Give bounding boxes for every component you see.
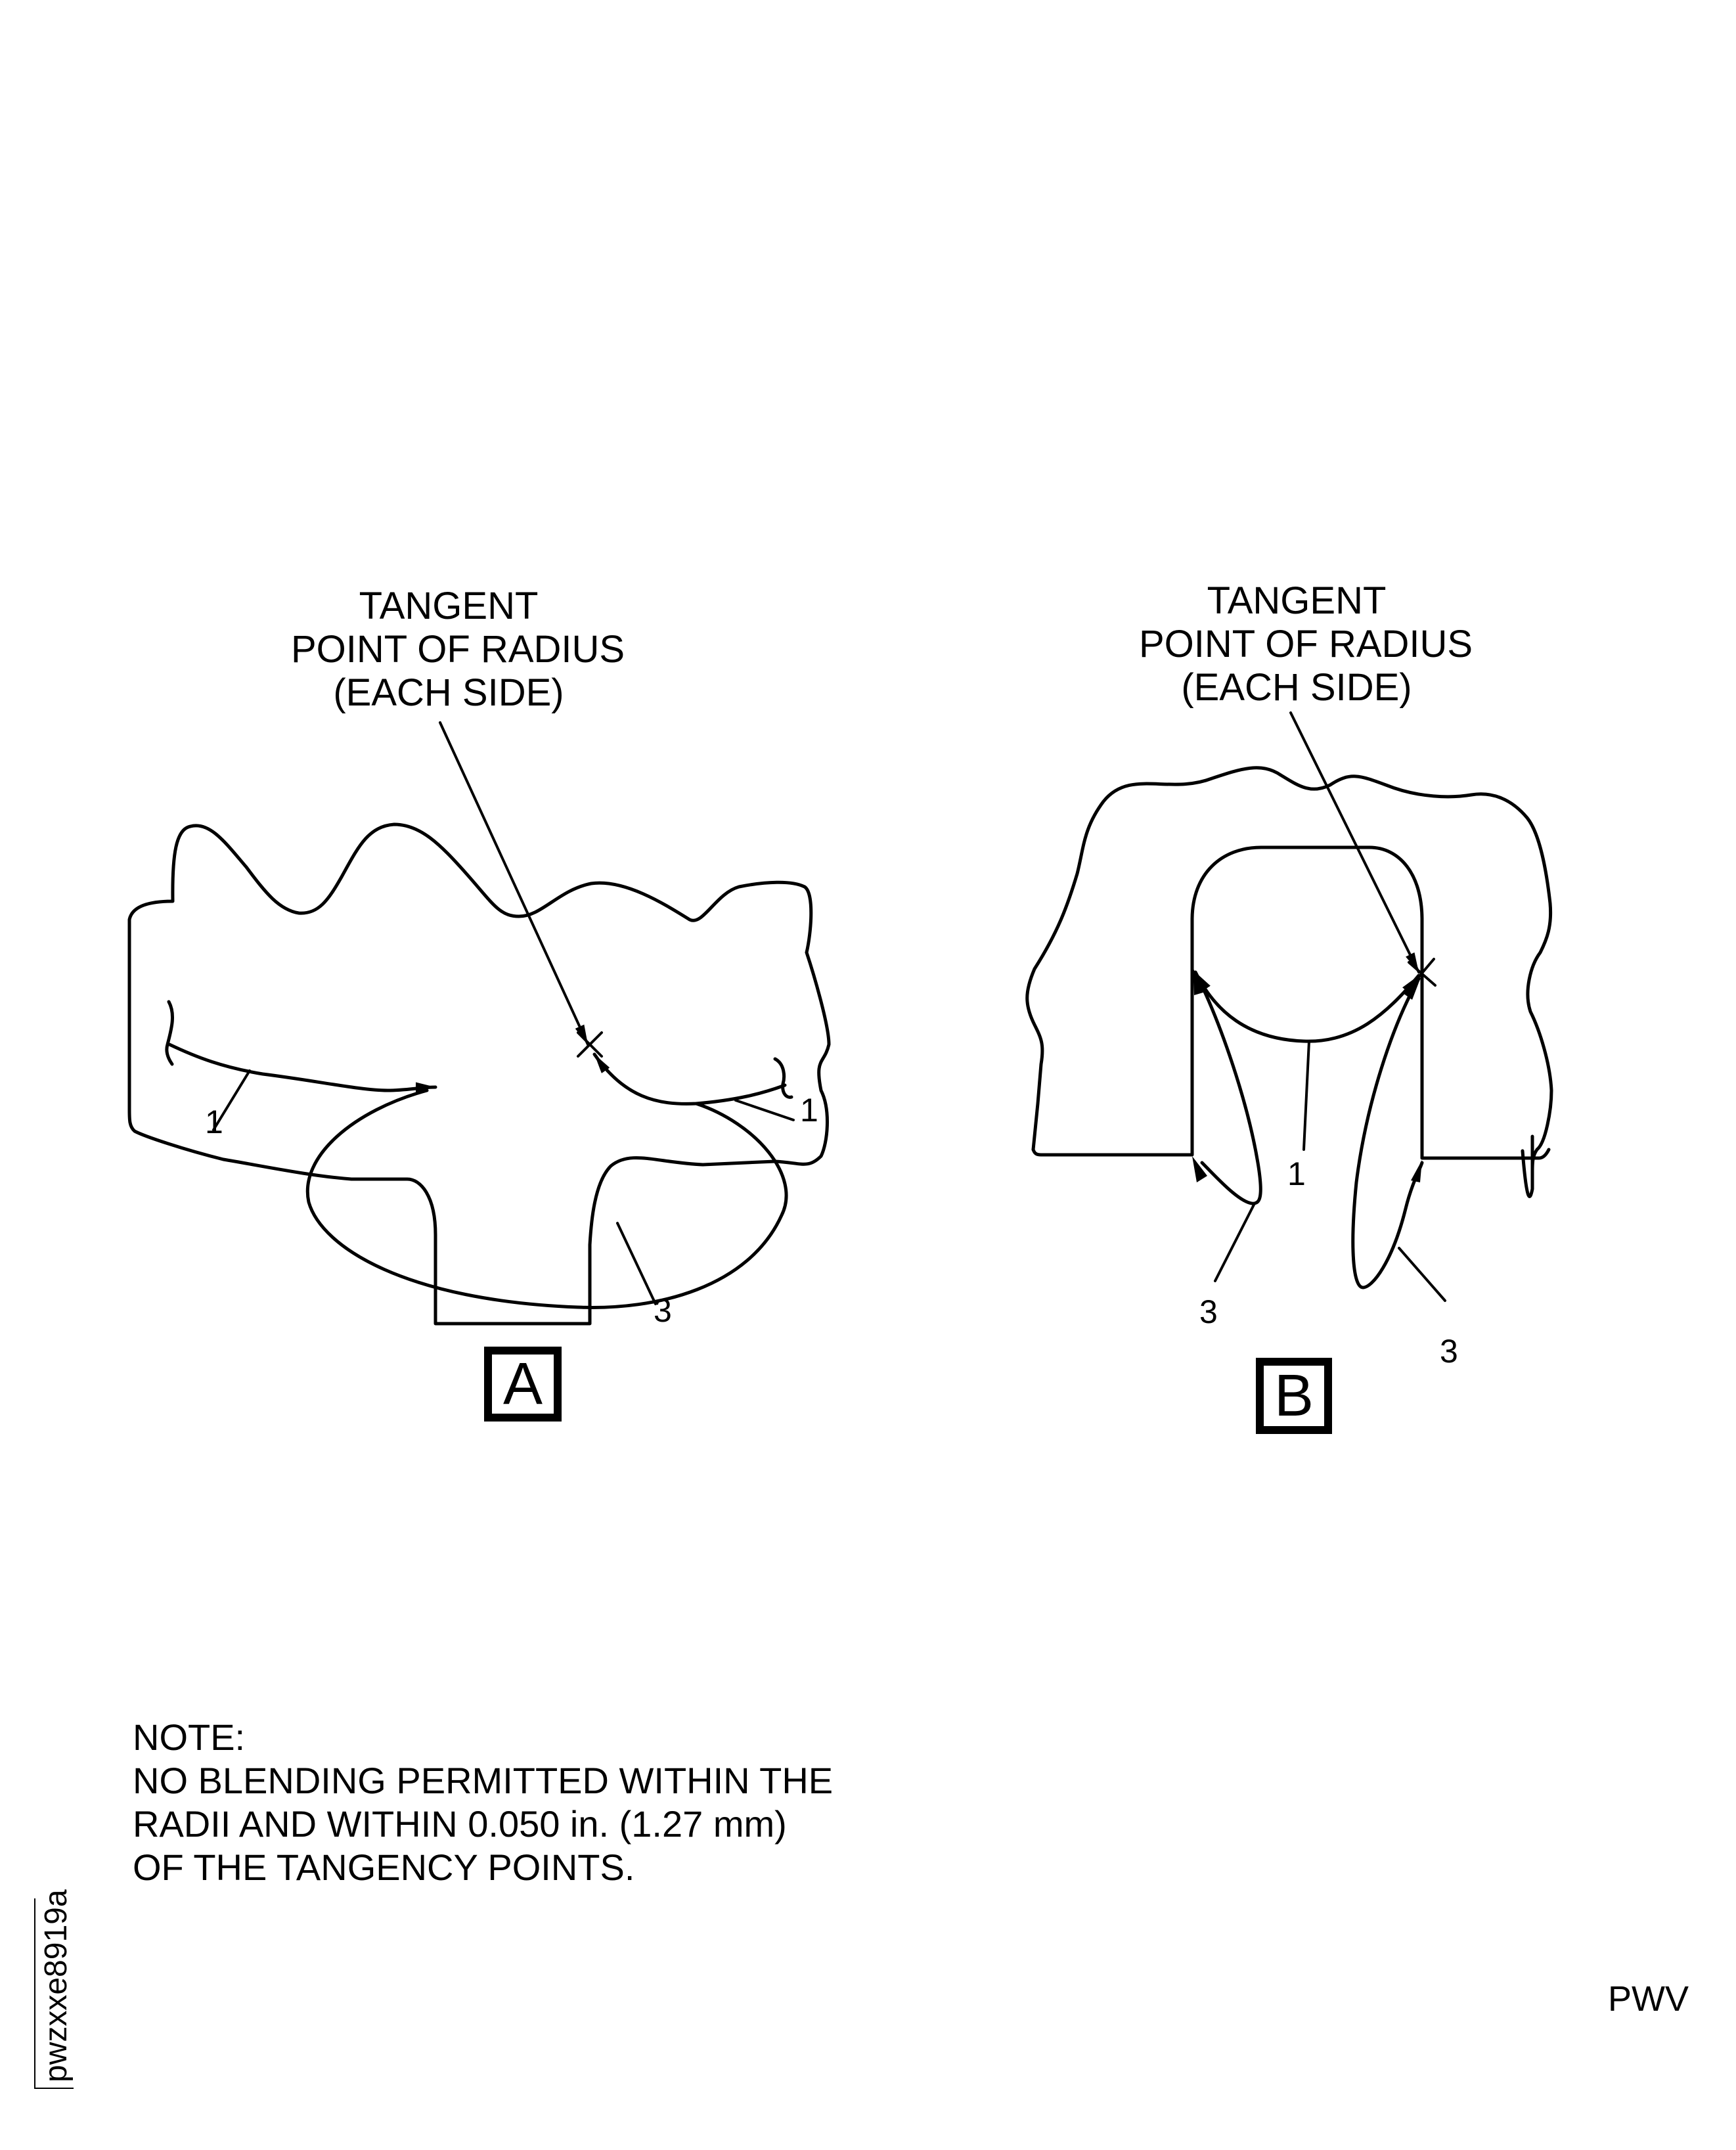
view-b-callout-3-right: 3: [1440, 1333, 1458, 1370]
view-b-title-line-3: (EACH SIDE): [1181, 666, 1412, 709]
figure-id-bracket-horizontal: [34, 2088, 74, 2089]
view-b-title: [1139, 579, 1473, 709]
view-b-callout-1: 1: [1287, 1155, 1306, 1192]
note-line-1: NO BLENDING PERMITTED WITHIN THE: [133, 1760, 834, 1801]
figure-id-bracket-vertical: [34, 1898, 35, 2089]
note-heading: NOTE:: [133, 1716, 246, 1758]
view-b-label: B: [1274, 1362, 1314, 1429]
view-a-title: [291, 585, 625, 715]
note-block: [133, 1716, 833, 1889]
view-a-callout-1-right: 1: [800, 1092, 818, 1129]
view-a-title-line-3: (EACH SIDE): [333, 671, 564, 714]
view-b-left-blend-ellipse: [1195, 972, 1260, 1203]
view-b-callout-3-left: 3: [1199, 1293, 1218, 1330]
view-a-label: A: [502, 1351, 543, 1417]
view-b-drawing: [1027, 713, 1551, 1301]
view-b-title-line-1: TANGENT: [1207, 579, 1387, 622]
view-a-callout-1-left: 1: [205, 1104, 223, 1140]
view-b-part-outline: [1027, 768, 1551, 1197]
figure-id: pwzxxe8919a: [39, 1889, 74, 2082]
note-line-2: RADII AND WITHIN 0.050 in. (1.27 mm): [133, 1803, 787, 1845]
view-b-label-box: [1256, 1358, 1332, 1434]
note-line-3: OF THE TANGENCY POINTS.: [133, 1847, 635, 1888]
view-a-part-outline: [129, 824, 829, 1324]
footer-code: PWV: [1608, 1979, 1689, 2019]
view-a-label-box: [484, 1347, 562, 1422]
view-a-blend-area-ellipse: [307, 1090, 786, 1307]
view-a-title-line-2: POINT OF RADIUS: [291, 628, 625, 671]
view-b-title-line-2: POINT OF RADIUS: [1139, 623, 1473, 665]
view-a-title-line-1: TANGENT: [359, 585, 539, 627]
view-a-callout-3: 3: [654, 1292, 672, 1329]
view-a-drawing: [129, 723, 829, 1324]
